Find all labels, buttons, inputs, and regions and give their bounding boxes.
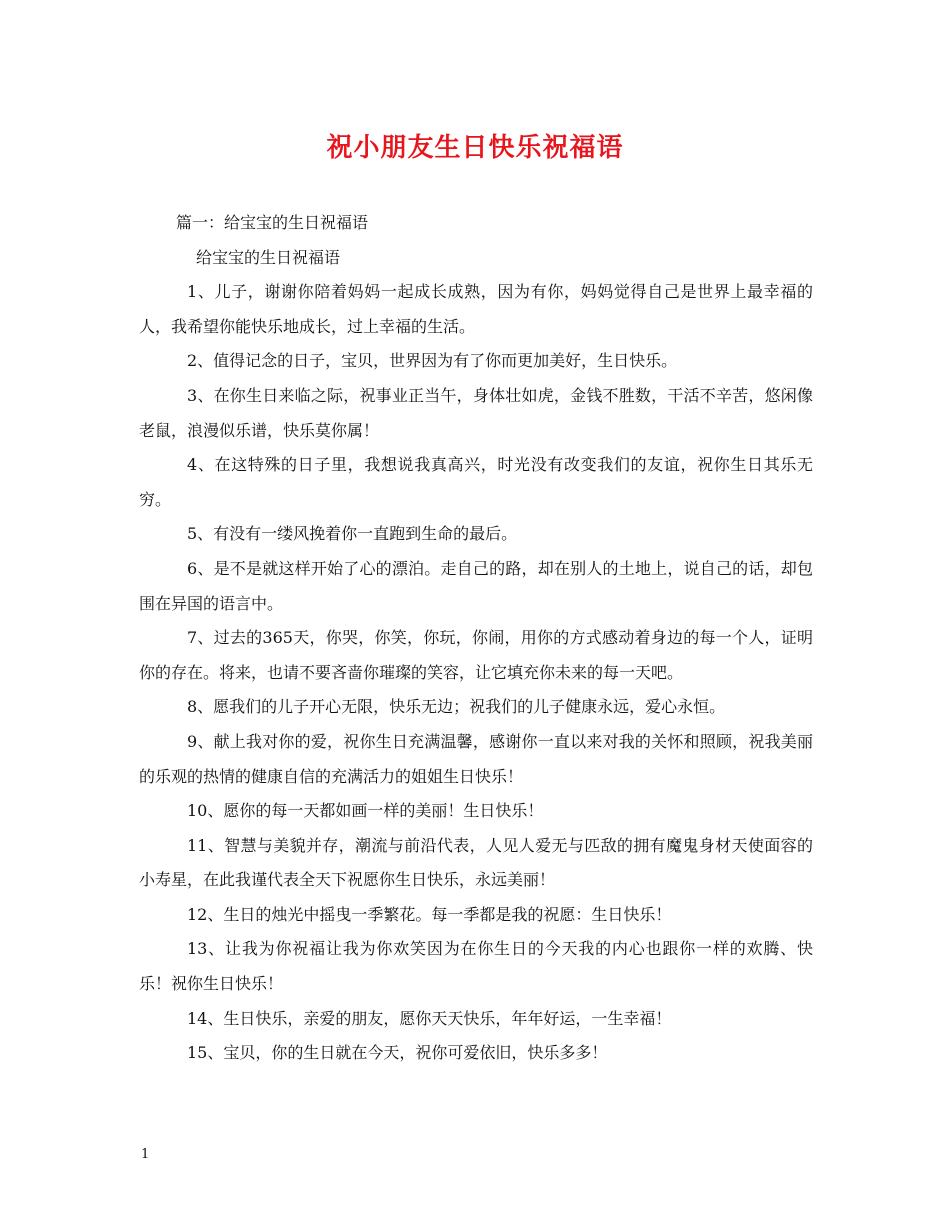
paragraph-8: 8、愿我们的儿子开心无限，快乐无边；祝我们的儿子健康永远，爱心永恒。 — [187, 697, 726, 717]
paragraph-9: 9、献上我对你的爱，祝你生日充满温馨，感谢你一直以来对我的关怀和照顾，祝我美丽的乐观的热情的健康自信的充满活力的姐姐生日快乐！ — [139, 731, 813, 786]
paragraph-6: 6、是不是就这样开始了心的漂泊。走自己的路，却在别人的土地上，说自己的话，却包围在异国的语言中。 — [139, 558, 813, 613]
paragraph-4: 4、在这特殊的日子里，我想说我真高兴，时光没有改变我们的友谊，祝你生日其乐无穷。 — [139, 455, 813, 509]
document-title: 祝小朋友生日快乐祝福语 — [326, 133, 624, 163]
paragraph-3: 3、在你生日来临之际，祝事业正当午，身体壮如虎，金钱不胜数，干活不辛苦，悠闲像老鼠，浪漫似乐谱，快乐莫你属！ — [139, 385, 813, 440]
sub-heading: 给宝宝的生日祝福语 — [196, 247, 341, 267]
paragraph-11: 11、智慧与美貌并存，潮流与前沿代表，人见人爱无与匹敌的拥有魔鬼身材天使面容的小寿星，在此我谨代表全天下祝愿你生日快乐，永远美丽！ — [139, 835, 813, 890]
paragraph-2: 2、值得记念的日子，宝贝，世界因为有了你而更加美好，生日快乐。 — [187, 351, 678, 371]
paragraph-12: 12、生日的烛光中摇曳一季繁花。每一季都是我的祝愿：生日快乐！ — [187, 904, 672, 924]
document-body — [139, 206, 813, 1071]
section-heading: 篇一：给宝宝的生日祝福语 — [176, 213, 369, 232]
paragraph-14: 14、生日快乐，亲爱的朋友，愿你天天快乐，年年好运，一生幸福！ — [187, 1008, 672, 1028]
paragraph-10: 10、愿你的每一天都如画一样的美丽！生日快乐！ — [187, 801, 544, 821]
page-number: 1 — [141, 1147, 150, 1162]
paragraph-15: 15、宝贝，你的生日就在今天，祝你可爱依旧，快乐多多！ — [187, 1043, 608, 1063]
paragraph-1: 1、儿子，谢谢你陪着妈妈一起成长成熟，因为有你，妈妈觉得自己是世界上最幸福的人，我希望你能快乐地成长，过上幸福的生活。 — [139, 282, 813, 336]
paragraph-7: 7、过去的365天，你哭，你笑，你玩，你闹，用你的方式感动着身边的每一个人，证明你的存在。将来，也请不要吝啬你璀璨的笑容，让它填充你未来的每一天吧。 — [139, 628, 813, 682]
paragraph-13: 13、让我为你祝福让我为你欢笑因为在你生日的今天我的内心也跟你一样的欢腾、快乐！祝你生日快乐！ — [139, 939, 813, 994]
paragraph-5: 5、有没有一缕风挽着你一直跑到生命的最后。 — [187, 524, 518, 544]
